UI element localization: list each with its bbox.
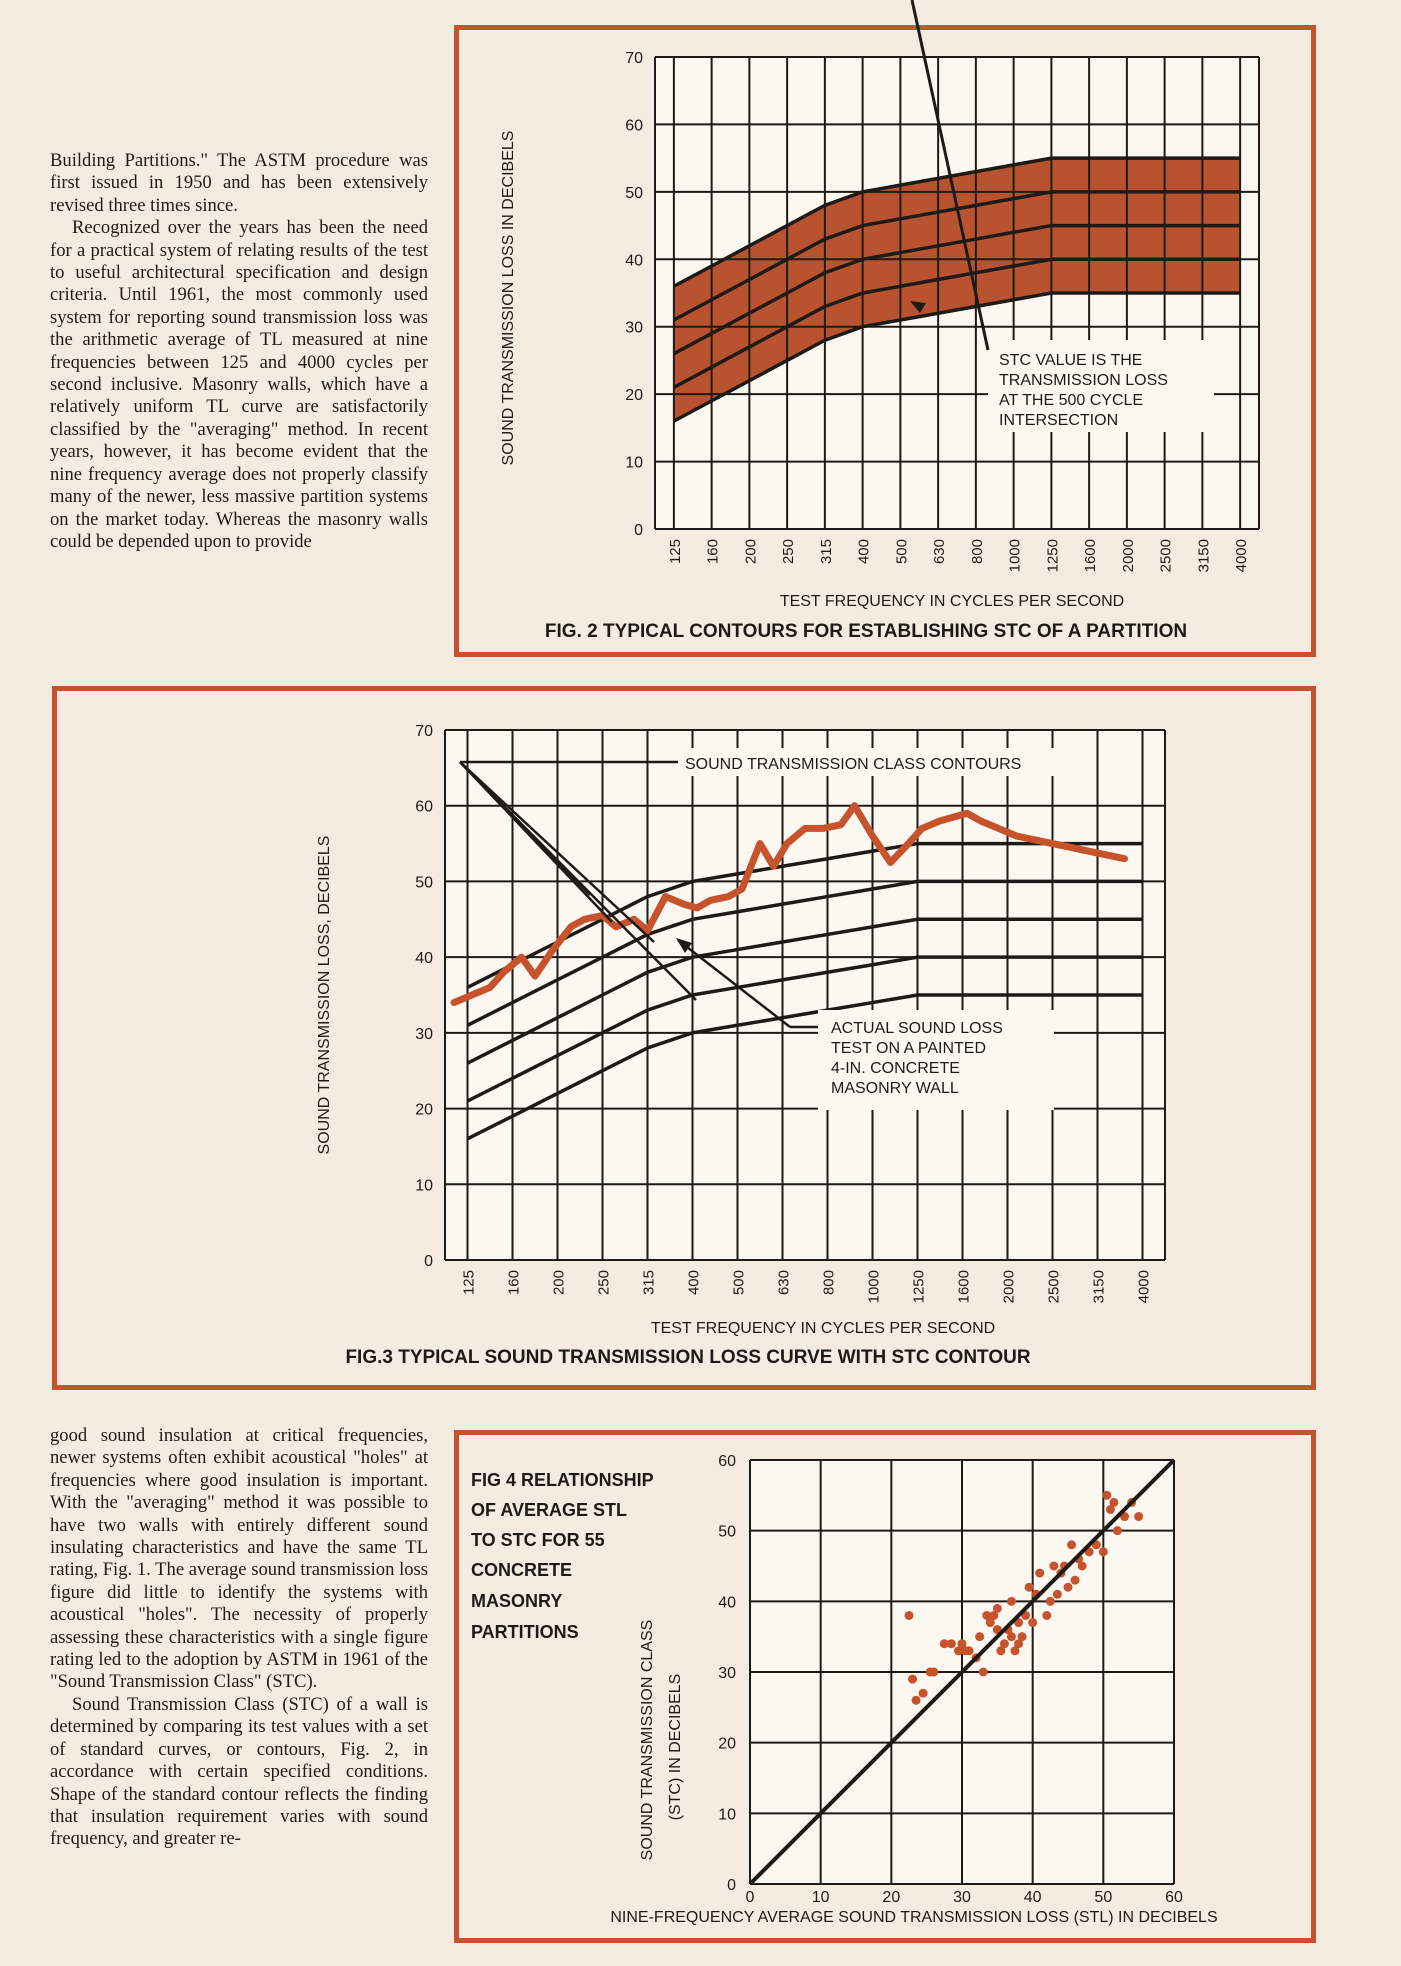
x-axis-title: TEST FREQUENCY IN CYCLES PER SECOND (779, 593, 1125, 610)
data-point (1042, 1611, 1051, 1620)
y-tick-label: 40 (415, 950, 433, 968)
x-tick-label: 2500 (1157, 539, 1175, 573)
y-tick-label: 60 (625, 117, 643, 135)
x-tick-label: 630 (931, 539, 949, 565)
figure-4-caption: FIG 4 RELATIONSHIP OF AVERAGE STL TO STC FOR 55 CONCRETE MASONRY PARTITIONS (471, 1470, 654, 1642)
y-tick-label: 70 (415, 723, 433, 740)
data-point (929, 1668, 938, 1677)
y-axis-title: (STC) IN DECIBELS (667, 1673, 684, 1821)
data-point (1025, 1583, 1034, 1592)
y-tick-label: 30 (415, 1025, 433, 1043)
x-tick-label: 1600 (1082, 539, 1100, 573)
x-tick-label: 200 (742, 539, 760, 565)
data-point (1049, 1562, 1058, 1571)
annotation-contours: SOUND TRANSMISSION CLASS CONTOURS (685, 756, 1022, 773)
data-point (1000, 1639, 1009, 1648)
annotation-line: ACTUAL SOUND LOSS (831, 1020, 1003, 1037)
data-point (1134, 1512, 1143, 1521)
x-tick-label: 315 (817, 539, 835, 565)
annotation-line: AT THE 500 CYCLE (999, 392, 1144, 409)
x-tick-label: 3150 (1195, 539, 1213, 573)
x-tick-label: 1600 (955, 1270, 973, 1304)
annotation-line: INTERSECTION (999, 412, 1119, 429)
figure-3-caption: FIG.3 TYPICAL SOUND TRANSMISSION LOSS CURVE WITH STC CONTOUR (345, 1347, 1031, 1368)
data-point (1078, 1562, 1087, 1571)
y-tick-label: 60 (415, 798, 433, 816)
figure-2-caption: FIG. 2 TYPICAL CONTOURS FOR ESTABLISHING STC OF A PARTITION (544, 621, 1188, 642)
data-point (1046, 1597, 1055, 1606)
x-tick-label: 50 (1094, 1889, 1113, 1906)
x-axis-title: NINE-FREQUENCY AVERAGE SOUND TRANSMISSION LOSS (STL) IN DECIBELS (610, 1909, 1218, 1926)
annotation-line: STC VALUE IS THE (999, 352, 1143, 369)
y-tick-label: 0 (424, 1253, 433, 1270)
y-axis-title: SOUND TRANSMISSION CLASS (639, 1619, 656, 1861)
data-point (1028, 1618, 1037, 1627)
y-axis-title: SOUND TRANSMISSION LOSS IN DECIBELS (500, 130, 517, 466)
x-tick-label: 4000 (1233, 539, 1251, 573)
data-point (1109, 1498, 1118, 1507)
y-tick-label: 40 (625, 252, 643, 270)
y-tick-label: 10 (718, 1806, 736, 1824)
y-tick-label: 30 (625, 319, 643, 337)
x-tick-label: 315 (640, 1270, 658, 1296)
x-tick-label: 1000 (1006, 539, 1024, 573)
x-tick-label: 160 (505, 1270, 523, 1296)
x-tick-label: 400 (855, 539, 873, 565)
y-tick-label: 50 (415, 874, 433, 892)
x-tick-label: 125 (460, 1270, 478, 1296)
data-point (1099, 1547, 1108, 1556)
x-tick-label: 30 (953, 1889, 971, 1906)
x-tick-label: 3150 (1090, 1270, 1108, 1304)
x-tick-label: 1000 (865, 1270, 883, 1304)
data-point (1071, 1576, 1080, 1585)
y-tick-label: 20 (625, 387, 643, 405)
y-tick-label: 10 (625, 454, 643, 472)
x-tick-label: 2000 (1000, 1270, 1018, 1304)
x-tick-label: 40 (1023, 1889, 1042, 1906)
data-point (965, 1646, 974, 1655)
y-tick-label: 0 (727, 1877, 736, 1894)
data-point (1113, 1526, 1122, 1535)
data-point (905, 1611, 914, 1620)
data-point (947, 1639, 956, 1648)
data-point (908, 1675, 917, 1684)
x-tick-label: 800 (968, 539, 986, 565)
x-tick-label: 4000 (1135, 1270, 1153, 1304)
data-point (1007, 1632, 1016, 1641)
x-tick-label: 500 (893, 539, 911, 565)
y-tick-label: 0 (634, 522, 643, 539)
x-tick-label: 1250 (910, 1270, 928, 1304)
data-point (1053, 1590, 1062, 1599)
x-tick-label: 400 (685, 1270, 703, 1296)
x-tick-label: 2000 (1119, 539, 1137, 573)
x-tick-label: 160 (704, 539, 722, 565)
data-point (1102, 1491, 1111, 1500)
x-tick-label: 60 (1165, 1889, 1183, 1906)
x-tick-label: 800 (820, 1270, 838, 1296)
data-point (979, 1668, 988, 1677)
x-tick-label: 125 (666, 539, 684, 565)
x-tick-label: 630 (775, 1270, 793, 1296)
y-axis-title: SOUND TRANSMISSION LOSS, DECIBELS (316, 835, 333, 1155)
paragraph: good sound insulation at critical frequencies, newer systems often exhibit acoustical "holes" at frequencies where good insulation is important. With the "averaging" method it was possible to have two walls with entirely different sound insulating characteristics and have the same TL rating, Fig. 1. The average sound transmission loss figure did little to identify the systems with acoustical "holes". The necessity of properly assessing these characteristics with a single figure rating led to the adoption by ASTM in 1961 of the "Sound Transmission Class" (STC). (50, 1425, 428, 1693)
data-point (1007, 1597, 1016, 1606)
y-tick-label: 30 (718, 1665, 736, 1682)
x-tick-label: 0 (745, 1889, 755, 1906)
paragraph: Building Partitions." The ASTM procedure was first issued in 1950 and has been extensively revised three times since. (50, 150, 428, 216)
paragraph: Recognized over the years has been the need for a practical system of relating results of the test to useful architectural specification and design criteria. Until 1961, the most commonly used system for reporting sound transmission loss was the arithmetic average of TL measured at nine frequencies between 125 and 4000 cycles per second inclusive. Masonry walls, which have a relatively uniform TL curve are satisfactorily classified by the "averaging" method. In recent years, however, it has become evident that the nine frequency average does not properly classify many of the newer, less massive partition systems on the market today. Whereas the masonry walls could be depended upon to provide (50, 217, 428, 552)
paragraph: Sound Transmission Class (STC) of a wall is determined by comparing its test values with a set of standard curves, or contours, Fig. 2, in accordance with certain specified conditions. Shape of the standard contour reflects the finding that insulation requirement varies with sound frequency, and greater re- (50, 1693, 428, 1850)
data-point (993, 1604, 1002, 1613)
y-tick-label: 10 (415, 1177, 433, 1195)
data-point (912, 1696, 921, 1705)
data-point (1035, 1569, 1044, 1578)
data-point (1018, 1632, 1027, 1641)
data-point (919, 1689, 928, 1698)
x-tick-label: 500 (730, 1270, 748, 1296)
annotation-line: 4-IN. CONCRETE (831, 1060, 960, 1077)
annotation-line: MASONRY WALL (831, 1080, 959, 1097)
data-point (975, 1632, 984, 1641)
y-tick-label: 60 (718, 1453, 736, 1470)
y-tick-label: 20 (718, 1735, 736, 1753)
x-tick-label: 250 (780, 539, 798, 565)
annotation-line: TEST ON A PAINTED (831, 1040, 986, 1057)
x-tick-label: 250 (595, 1270, 613, 1296)
y-tick-label: 20 (415, 1101, 433, 1119)
x-tick-label: 10 (811, 1889, 830, 1906)
y-tick-label: 50 (625, 184, 643, 202)
data-point (1067, 1540, 1076, 1549)
data-point (1064, 1583, 1073, 1592)
x-axis-title: TEST FREQUENCY IN CYCLES PER SECOND (650, 1320, 996, 1337)
y-tick-label: 50 (718, 1523, 736, 1541)
x-tick-label: 200 (550, 1270, 568, 1296)
y-tick-label: 70 (625, 50, 643, 67)
annotation-line: TRANSMISSION LOSS (999, 372, 1168, 389)
y-tick-label: 40 (718, 1594, 736, 1612)
x-tick-label: 20 (882, 1889, 901, 1906)
x-tick-label: 1250 (1044, 539, 1062, 573)
x-tick-label: 2500 (1045, 1270, 1063, 1304)
